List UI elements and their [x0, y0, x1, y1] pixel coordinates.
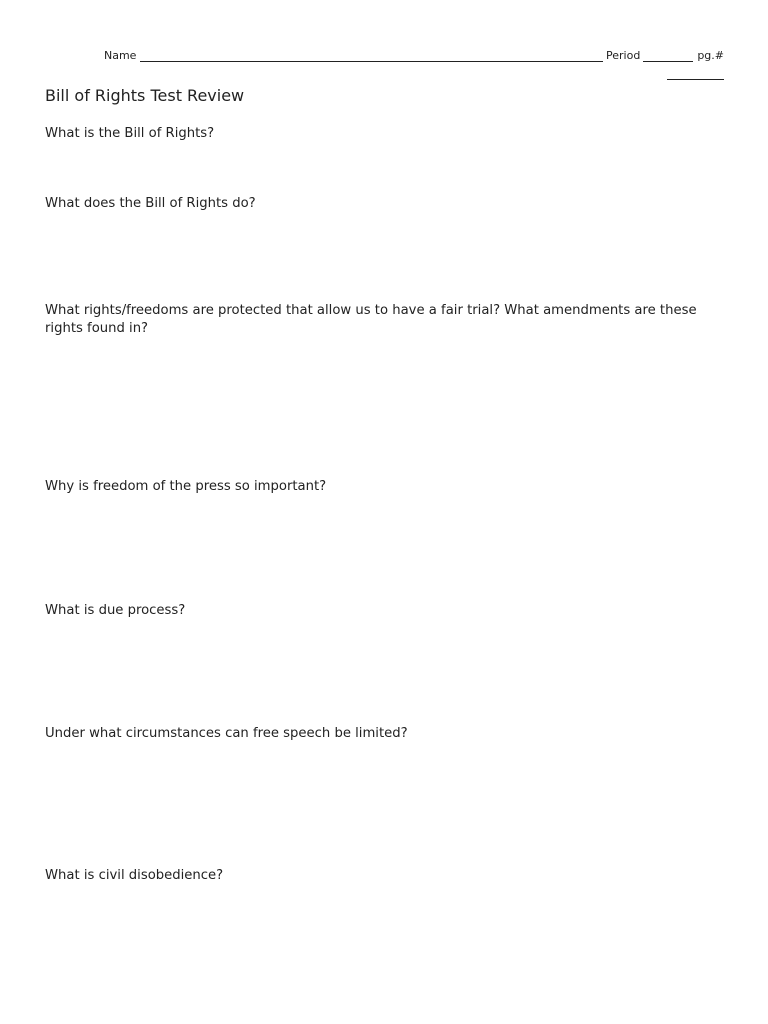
page-label: pg.# — [697, 49, 724, 62]
question-1: What is the Bill of Rights? — [45, 126, 215, 141]
question-6: Under what circumstances can free speech be limited? — [45, 726, 408, 741]
page-number-blank[interactable] — [667, 79, 724, 80]
question-7: What is civil disobedience? — [45, 868, 224, 883]
question-5: What is due process? — [45, 603, 186, 618]
name-label: Name — [104, 49, 137, 62]
page-title: Bill of Rights Test Review — [45, 86, 245, 105]
question-4: Why is freedom of the press so important? — [45, 479, 327, 494]
period-blank[interactable] — [643, 47, 693, 62]
question-2: What does the Bill of Rights do? — [45, 196, 256, 211]
period-label: Period — [606, 49, 641, 62]
name-blank[interactable] — [140, 47, 603, 62]
question-3: What rights/freedoms are protected that allow us to have a fair trial? What amendments are these rights found in? — [45, 303, 697, 336]
worksheet-header — [104, 44, 724, 62]
